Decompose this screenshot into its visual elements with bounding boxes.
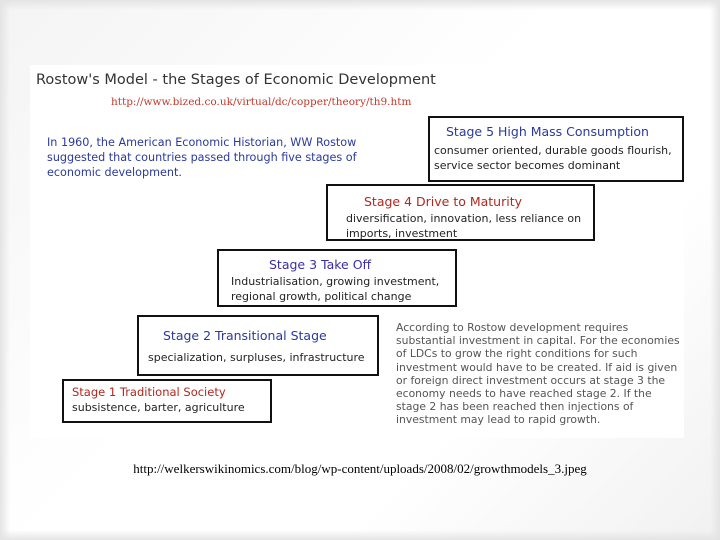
slide-shadow-left (0, 0, 10, 540)
stage-3-box (217, 249, 457, 307)
stage-5-box (428, 116, 684, 182)
source-caption[interactable]: http://welkerswikinomics.com/blog/wp-content/uploads/2008/02/growthmodels_3.jpeg (133, 461, 587, 476)
stage-3-description: Industrialisation, growing investment, regional growth, political change (231, 275, 440, 303)
stage-3-title: Stage 3 Take Off (269, 257, 372, 272)
rostow-diagram-image (30, 65, 684, 438)
intro-text: In 1960, the American Economic Historian, WW Rostow suggested that countries passed through five stages of economic development. (47, 136, 357, 179)
diagram-source-url: http://www.bized.co.uk/virtual/dc/copper/theory/th9.htm (111, 96, 412, 108)
stage-1-description: subsistence, barter, agriculture (72, 401, 245, 414)
slide-shadow-top (0, 0, 720, 10)
stage-5-title: Stage 5 High Mass Consumption (446, 124, 649, 139)
stage-1-title: Stage 1 Traditional Society (72, 385, 226, 399)
stage-4-box (326, 184, 595, 241)
stage-4-description: diversification, innovation, less reliance on imports, investment (346, 212, 582, 240)
investment-note: According to Rostow development requires substantial investment in capital. For the economies of LDCs to grow the right conditions for such investment would have to be created. If aid is given or foreign direct investment occurs at stage 3 the economy needs to have reached stage 2. If the stage 2 has been reached then injections of investment may lead to rapid growth. (396, 321, 680, 427)
stage-5-description: consumer oriented, durable goods flourish, service sector becomes dominant (434, 144, 672, 172)
stage-2-description: specialization, surpluses, infrastructure (148, 351, 365, 364)
slide-shadow-bottom (0, 530, 720, 540)
slide-shadow-right (710, 0, 720, 540)
stage-1-box (62, 379, 272, 423)
stage-2-box (137, 315, 379, 376)
diagram-title: Rostow's Model - the Stages of Economic Development (36, 72, 436, 88)
stage-2-title: Stage 2 Transitional Stage (163, 328, 327, 343)
stage-4-title: Stage 4 Drive to Maturity (364, 194, 523, 209)
